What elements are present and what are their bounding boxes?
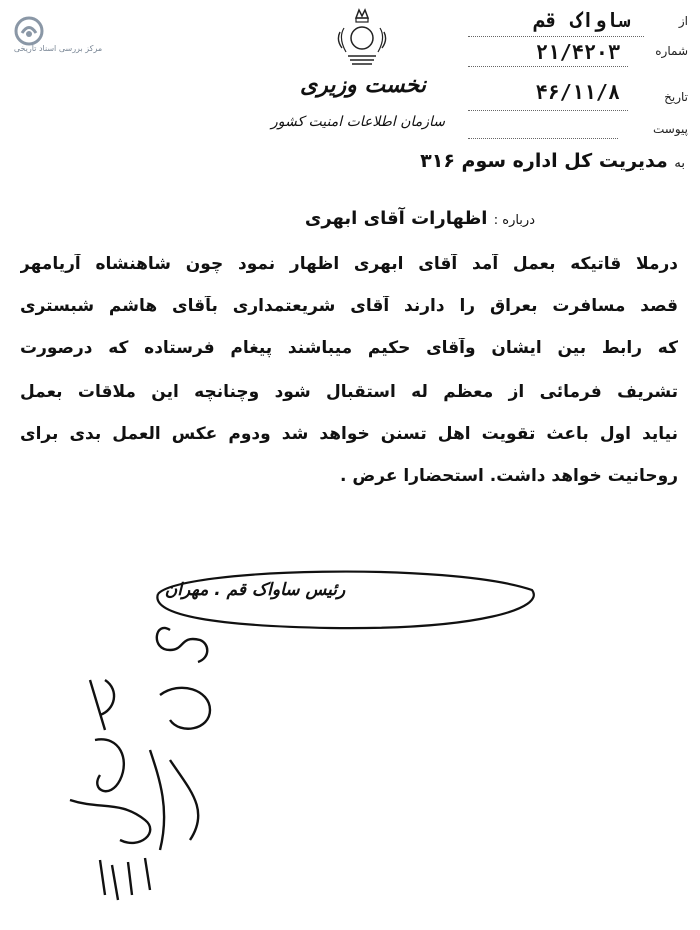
from-value: ساواک قم [533, 8, 630, 32]
watermark-text: مرکز بررسی اسناد تاریخی [13, 44, 103, 53]
body-line-4: تشریف فرمائی از معظم له استقبال شود وچنانچه این ملاقات بعمل [20, 382, 678, 402]
recipient-line [220, 150, 685, 172]
recipient-value: مدیریت کل اداره سوم ۳۱۶ [420, 150, 668, 172]
lion-and-sun-crown-emblem-icon [330, 8, 394, 70]
subject-line [240, 208, 535, 229]
number-dotted-line [468, 66, 628, 67]
attachment-label: پیوست [653, 122, 688, 136]
body-line-3: که رابط بین ایشان وآقای حکیم میباشند پیغام فرستاده که درصورت [20, 338, 678, 358]
from-dotted-line [468, 36, 644, 37]
handwritten-annotation-icon [60, 610, 240, 910]
body-line-6: روحانیت خواهد داشت. استحضارا عرض . [340, 466, 678, 486]
body-line-5: نیاید اول باعث تقویت اهل تسنن خواهد شد ودوم عکس العمل بدی برای [20, 424, 678, 444]
signer-name: رئیس ساواک قم . مهران [164, 580, 346, 600]
attachment-dotted-line [468, 138, 618, 139]
date-dotted-line [468, 110, 628, 111]
number-value: ۲۱/۴۲۰۳ [535, 40, 620, 64]
body-line-1: درملا قاتیکه بعمل آمد آقای ابهری اظهار نمود چون شاهنشاه آریامهر [20, 254, 678, 274]
subject-value: اظهارات آقای ابهری [304, 208, 488, 229]
subject-label: درباره : [493, 213, 535, 228]
recipient-label: به [674, 156, 685, 171]
date-label: تاریخ [664, 90, 688, 104]
body-line-2: قصد مسافرت بعراق را دارند آقای شریعتمداری بآقای هاشم شبستری [20, 296, 678, 316]
number-label: شماره [655, 44, 688, 58]
archive-logo-icon [14, 16, 44, 46]
letterhead-title: نخست وزیری [300, 72, 426, 98]
from-label: از [678, 14, 688, 28]
letterhead-subtitle: سازمان اطلاعات امنیت کشور [270, 114, 446, 130]
date-value: ۴۶/۱۱/۸ [535, 80, 620, 104]
